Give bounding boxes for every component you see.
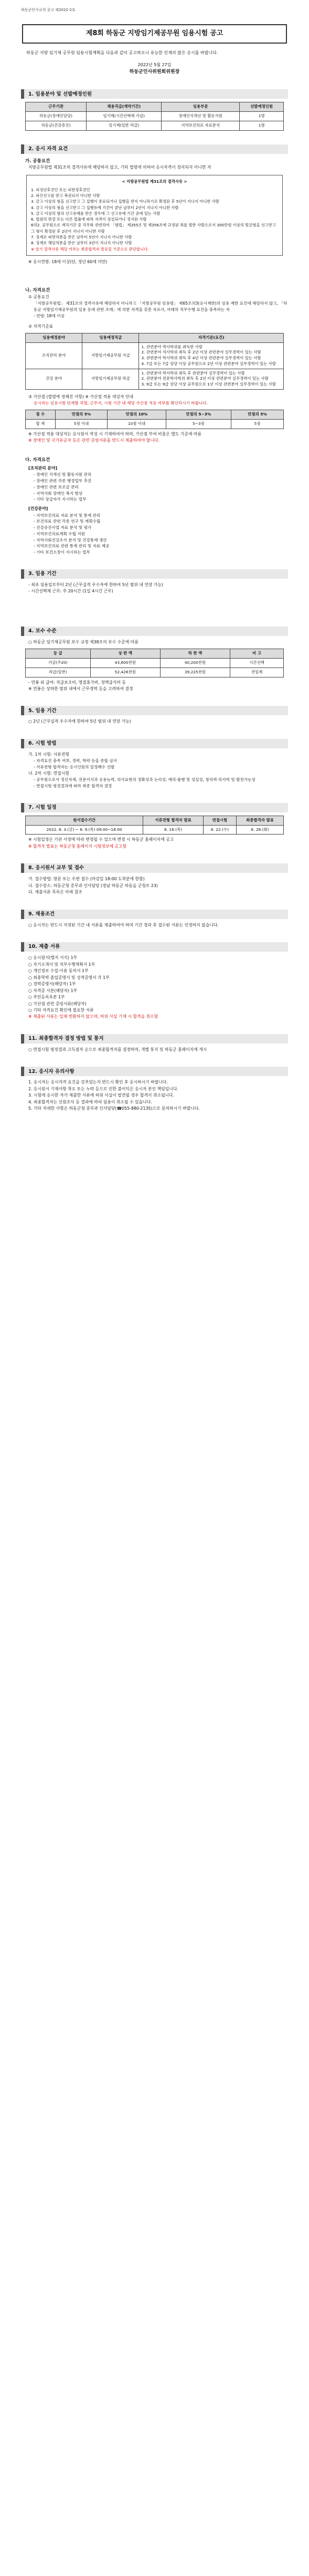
table-cell: 1명 [240,121,284,130]
paragraph: 「지방공무원법」 제31조의 결격사유에 해당하지 아니하고 「지방공무원 임용령」 제65조의3(응시제한)의 임용 제한 요건에 해당하지 않고, 「하동군 지방임기제공무원의 임용 등에 관한 조례」에 의한 자격을 갖춘 자로서, 아래의 직무수행 요건을 충족하는 자 [34,301,287,312]
list-item: 1. 응시자는 응시자격 요건을 갖추었는지 반드시 확인 후 응시하시기 바랍니다. [28,1080,168,1085]
section-title: 1. 임용분야 및 선발예정인원 [21,89,288,99]
table-cell: 임기제(일반 라급) [87,121,162,130]
list-item: - 지역보건의료계획 수립 지원 [34,531,86,536]
table-header: 원서접수기간 [26,816,143,825]
table-row [26,659,284,668]
qualification-table-wrap [21,330,288,390]
table-header: 최종합격자 발표 [236,816,283,825]
list-item: - 기타 보건소장이 지시하는 업무 [34,550,90,555]
table-cell: 5점 이내 [55,419,108,429]
table-row [26,112,284,121]
intro-text: 하동군 지방 임기제 공무원 임용시험계획을 다음과 같이 공고하오니 유능한 인재의 많은 응시를 바랍니다. [26,50,218,55]
issuing-org: 하동군인사위원회위원장 [129,69,180,75]
section-title: 5. 임용 기간 [21,706,288,715]
table-header: 만점의 5~3% [166,410,231,420]
salary-table [25,649,284,677]
paragraph: ○ 응시자는 반드시 지정된 기간 내 서류를 제출하여야 하며 기간 경과 후 접수된 서류는 인정하지 않습니다. [28,922,219,927]
list-item: 3. 금고 이상의 형을 선고받고 그 집행이 종료되거나 집행을 받지 아니하기로 확정된 후 5년이 지나지 아니한 사람 [31,199,219,204]
table-cell [139,342,284,369]
list-item: 나. 접수장소: 하동군청 총무과 인사담당 (경남 하동군 하동읍 군청로 23) [28,883,158,888]
list-item: ○ 가산점 관련 증빙서류(해당자) [28,1001,87,1006]
list-item: - 장애인 관련 각종 행정업무 추진 [34,478,92,484]
table-cell: 건강 분야 [26,369,82,389]
table-header: 만점의 10% [108,410,166,420]
list-item: - 장애인 식개선 및 활동지원 관리 [34,472,92,477]
paragraph: ○ 하동군 임기제공무원 보수 규정 제38조의 보수 수준에 따름 [28,639,138,644]
note: ※ 가산점 적용 대상자는 응시원서 작성 시 기재하여야 하며, 가산점 부여 비율은 별도 기준에 따름 [28,431,201,436]
duty-group-title: [조직관리 분야] [28,465,58,471]
section-title: 9. 채용조건 [21,910,288,919]
list-item: 1. 관련분야 박사학위를 취득한 사람 [141,344,203,349]
spacer [21,265,288,283]
table-cell: 합 계 [26,419,56,429]
list-item: 4. 최종합격자는 신원조사 등 결과에 따라 임용이 취소될 수 있습니다. [28,1099,152,1104]
table-header: 선발예정인원 [240,102,284,112]
list-item: 4. 7급 또는 7급 상당 이상 공무원으로 2년 이상 관련분야 실무경력이 있는 사람 [141,361,276,366]
list-item: - 지역사회 장애인 복지 향상 [34,491,83,496]
table-header: 비 고 [230,649,284,659]
list-item: 가. 1차 시험: 서류전형 [28,752,69,757]
list-item: 8. 징계로 해임처분을 받은 날부터 3년이 지나지 아니한 사람 [31,241,132,246]
list-item: 2. 관련분야 석사학위 취득 후 2년 이상 관련분야 실무경력이 있는 사람 [141,350,261,355]
table-row [26,419,284,429]
table-header: 만점의 5% [55,410,108,420]
form-note: 하동군인사규칙 공고 제2022-2호 [21,8,76,12]
list-item: 3. 시험에 응시한 자가 제출한 서류에 허위 사실이 발견될 경우 합격이 취소됩니다. [28,1093,175,1098]
section-title: 3. 임용 기간 [21,569,288,579]
table-header: 자격기준(요건) [139,333,284,342]
disqualification-box [26,175,283,256]
section-title: 12. 응시자 유의사항 [21,1067,288,1076]
list-item: 3. 관련분야 학사학위 취득 후 4년 이상 관련분야 실무경력이 있는 사람 [141,356,261,361]
list-item: ○ 기타 자격요건 확인에 필요한 서류 [28,1007,94,1013]
list-item: ○ 응시원서(별지 서식) 1부 [28,955,78,961]
list-item: ○ 주민등록초본 1부 [28,995,65,1000]
section-title: 7. 시험 일정 [21,803,288,812]
list-item: - 자격요건 충족 여부, 경력, 학력 등을 종합 심사 [34,758,117,764]
section-title: 4. 보수 수준 [21,627,288,636]
table-row [26,668,284,677]
list-item: 2. 응시원서 기재사항 착오 또는 누락 등으로 인한 불이익은 응시자 본인 책임입니다. [28,1086,178,1091]
qualification-table [25,333,284,390]
table-row [26,342,284,369]
box-title: < 지방공무원법 제31조의 결격사유 > [122,179,187,184]
list-item: 1. 피성년후견인 또는 피한정후견인 [31,187,90,192]
box-footer: ※ 상기 결격사유 해당 여부는 최종합격자 발표일 기준으로 판단합니다. [31,246,149,252]
table-cell: 전일제 [230,668,284,677]
schedule-table-wrap [21,812,288,835]
table-header: 임용예정분야 [26,333,82,342]
table-cell: 임기제(시간선택제 가급) [87,112,162,121]
list-item: - 면접시험 평정결과에 따라 최종 합격자 결정 [34,784,112,789]
note: ※ 시험일정은 기관 사정에 따라 변경될 수 있으며 변경 시 하동군 홈페이지에 공고 [28,837,174,842]
table-cell: 지방임기제공무원 라급 [82,369,139,389]
list-item: 5. 금고 이상의 형의 선고유예를 받은 경우에 그 선고유예 기간 중에 있는 사람 [31,211,161,216]
list-item: 4. 금고 이상의 형을 선고받고 그 집행유예 기간이 끝난 날부터 2년이 지나지 아니한 사람 [31,205,179,210]
list-item: 6의2. 공무원으로 재직기간 중 직무와 관련하여 「형법」 제355조 및 제356조에 규정된 죄를 범한 사람으로서 300만원 이상의 벌금형을 선고받고 그 형이 확정된 후 2년이 지나지 아니한 사람 [31,223,276,234]
table-row [26,121,284,130]
subsection-title: 가. 공통요건 [25,158,50,164]
table-cell: 지방임기제공무원 가급 [82,342,139,369]
table-cell [139,369,284,389]
positions-table [25,102,284,130]
section-title: 11. 최종합격자 결정 방법 및 통지 [21,1034,288,1044]
list-item: - 시간선택제 근무: 주 20시간 (1일 4시간 근무) [28,589,113,594]
table-cell: 5점 [231,419,284,429]
table-cell: 하동군(건강증진) [26,121,87,130]
list-item: 3. 9급 또는 9급 상당 이상 공무원으로 1년 이상 관련분야 실무경력이 있는 사람 [141,382,276,387]
duty-group-title: [건강분야] [28,506,48,512]
table-cell: 5~3점 [166,419,231,429]
table-cell: 장애인식개선 및 활동지원 [162,112,240,121]
table-header: 만점의 5% [231,410,284,420]
table-cell: 가급(주20) [26,659,91,668]
list-item: - 기타 상급자가 지시하는 업무 [34,497,87,502]
table-header: 채용직급(계약기간) [87,102,162,112]
table-header: 근무기관 [26,102,87,112]
table-header: 면접시험 [203,816,236,825]
age-note: ※ 응시연령: 18세 이상(단, 정년 60세 미만) [28,259,108,264]
table-header: 서류전형 합격자 발표 [143,816,204,825]
paragraph: - 연령: 18세 이상 [34,313,65,318]
page-title: 제8회 하동군 지방임기제공무원 임용시험 공고 [22,24,287,44]
list-item: - 지역보건의료 자료 분석 및 통계 관리 [34,513,101,518]
table-row [26,369,284,389]
table-header: 임용부문 [162,102,240,112]
table-cell: 조직관리 분야 [26,342,82,369]
list-item: 7. 징계로 파면처분을 받은 날부터 5년이 지나지 아니한 사람 [31,235,132,240]
table-cell: 10점 이내 [108,419,166,429]
bonus-table [25,410,284,429]
table-header: 하 한 액 [160,649,230,659]
announcement-date: 2022년 5월 27일 [137,62,172,67]
list-item: 6. 법원의 판결 또는 다른 법률에 따라 자격이 상실되거나 정지된 사람 [31,217,147,222]
list-item: 다. 제출서류 목록은 아래 참조 [28,890,82,895]
list-item: - 최초 임용일로부터 2년 (근무실적 우수자에 한하여 5년 범위 내 연장 가능) [28,582,163,587]
subsection-title: 나. 자격요건 [25,288,50,294]
list-item: - 지역보건의료 관련 통계 관리 및 자료 제공 [34,544,110,549]
list-item: - 서류전형 합격자는 응시인원의 일정배수 선발 [34,765,115,770]
list-item: ○ 경력증명서(해당자) 1부 [28,982,76,987]
positions-table-wrap [21,99,288,130]
list-item: ○ 자격증 사본(해당자) 1부 [28,988,78,993]
paragraph: 응시자는 임용시험 단계별 직렬, 근무지, 시험 기간 내 해당 가산점 적용 여부를 확인하시기 바랍니다. [34,401,208,406]
list-item: ○ 최종학력 졸업증명서 및 성적증명서 각 1부 [28,975,110,980]
list-item: 5. 기타 자세한 사항은 하동군청 총무과 인사담당(☎055-880-2135)으로 문의하시기 바랍니다. [28,1106,200,1111]
list-item: - 장애인 관련 보조금 관리 [34,484,79,489]
spacer [21,444,288,453]
note: ※ 연봉은 상하한 범위 내에서 근무경력 등을 고려하여 결정 [28,686,133,692]
table-cell: 6. 22.(수) [203,825,236,835]
subsection-item: ② 자격기준표 [28,324,54,329]
table-cell: 6. 16.(목) [143,825,204,835]
schedule-table [25,816,284,835]
table-cell: 시간선택 [230,659,284,668]
table-row [26,825,284,835]
subsection-title: 다. 자격요건 [25,457,50,463]
section-title: 8. 응시원서 교부 및 접수 [21,863,288,873]
table-header: 등 급 [26,649,91,659]
paragraph: ○ 2년 (근무실적 우수자에 한하여 5년 범위 내 연장 가능) [28,719,131,724]
list-item: ○ 자기소개서 및 직무수행계획서 1부 [28,962,95,967]
list-item: - 보건의료 관련 각종 연구 및 계획수립 [34,519,101,524]
table-header: 임용예정직급 [82,333,139,342]
table-cell: 1명 [240,112,284,121]
table-cell: 40,200천원 [160,659,230,668]
table-cell: 39,225천원 [160,668,230,677]
note: ※ 장애인 및 국가유공자 등은 관련 증빙서류를 반드시 제출하여야 합니다. [28,438,159,443]
list-item: 1. 관련분야 학사학위 취득 후 관련분야 실무경력이 있는 사람 [141,370,245,376]
section-title: 6. 시험 방법 [21,739,288,748]
table-cell: 지역보건의료 자료분석 [162,121,240,130]
table-cell: 2022. 6. 3.(금) ~ 6. 9.(목) 09:00~18:00 [26,825,143,835]
list-item: 나. 2차 시험: 면접시험 [28,770,69,776]
spacer [21,595,288,613]
note: ※ 합격자 발표는 하동군청 홈페이지 시험정보에 공고함 [28,843,127,849]
list-item: 가. 접수방법: 방문 또는 우편 접수 (마감일 18:00 도착분에 한함) [28,877,145,882]
note: ※ 제출된 서류는 일체 반환하지 않으며, 허위 사실 기재 시 합격을 취소함 [28,1014,158,1019]
table-cell: 하동군(장애인담당) [26,112,87,121]
paragraph: ○ 면접시험 평정결과 고득점자 순으로 최종합격자를 결정하며, 개별 통지 및 하동군 홈페이지에 게시 [28,1047,207,1052]
list-item: - 건강증진사업 자료 분석 및 평가 [34,525,92,530]
list-item: 2. 관련분야 전문학사학위 취득 후 2년 이상 관련분야 실무경력이 있는 사람 [141,376,269,381]
table-cell: 라급(일반) [26,668,91,677]
table-header: 상 한 액 [90,649,160,659]
paragraph: 지방공무원법 제31조의 결격사유에 해당하지 않고, 기타 법령에 의하여 응시자격이 정지되지 아니한 자 [28,164,211,170]
note: - 연봉 외 급여: 직급보조비, 명절휴가비, 정액급식비 등 [28,680,126,685]
bonus-table-wrap [21,406,288,429]
list-item: ○ 개인정보 수집·이용 동의서 1부 [28,968,89,974]
salary-table-wrap [21,645,288,677]
section-title: 2. 응시 자격 요건 [21,144,288,154]
list-item: - 지역사회건강조사 분석 및 건강통계 생산 [34,537,107,543]
list-item: - 공무원으로서 정신자세, 전문지식과 응용능력, 의사표현의 정확성과 논리성, 예의·품행 및 성실성, 창의력·의지력 및 발전가능성 [34,777,255,783]
table-cell: 43,600천원 [90,659,160,668]
table-cell: 52,426천원 [90,668,160,677]
section-title: 10. 제출 서류 [21,942,288,952]
table-cell: 6. 28.(화) [236,825,283,835]
table-header: 점 수 [26,410,56,420]
subsection-item: ① 공통요건 [28,294,49,299]
subsection-item: ③ 가산점 (법령에 정해진 사항) ※ 가산점 적용 대상자 안내 [28,394,134,399]
list-item: 2. 파산선고를 받고 복권되지 아니한 사람 [31,193,100,198]
